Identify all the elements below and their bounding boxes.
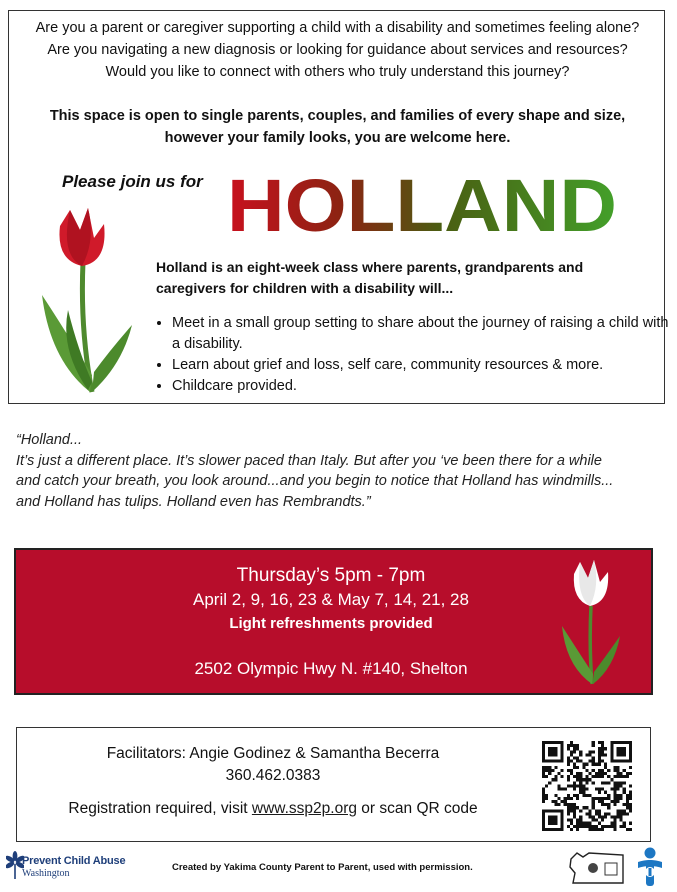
holland-title — [222, 165, 622, 243]
washington-state-logo — [567, 849, 627, 887]
welcome-line: however your family looks, you are welcome here. — [164, 130, 511, 146]
description-line: Holland is an eight-week class where parents, grandparents and — [156, 259, 584, 275]
quote-line: and catch your breath, you look around...and you begin to notice that Holland has windmills... — [16, 473, 614, 489]
join-invitation: Please join us for — [62, 172, 203, 191]
intro-questions — [9, 17, 666, 83]
class-description — [156, 257, 646, 299]
welcome-line: This space is open to single parents, couples, and families of every shape and size, — [49, 108, 626, 124]
quote-line: “Holland... — [16, 432, 83, 448]
event-refreshments: Light refreshments provided — [229, 615, 433, 632]
qr-code[interactable] — [542, 741, 632, 831]
intro-question: Would you like to connect with others who truly understand this journey? — [105, 64, 570, 80]
contact-panel — [16, 727, 651, 842]
registration-prefix: Registration required, visit — [68, 800, 252, 817]
pca-state: Washington — [22, 868, 70, 879]
registration-link[interactable]: www.ssp2p.org — [251, 800, 357, 817]
holland-title-text: HOLLAND — [227, 165, 617, 243]
pca-name: Prevent Child Abuse — [22, 855, 126, 867]
quote-line: and Holland has tulips. Holland even has Rembrandts.” — [16, 493, 371, 510]
event-details — [136, 564, 526, 681]
parent-to-parent-logo — [632, 846, 668, 888]
event-details-panel — [14, 548, 653, 695]
description-line: caregivers for children with a disability will... — [156, 280, 454, 296]
intro-question: Are you a parent or caregiver supporting a child with a disability and sometimes feeling alone? — [35, 20, 640, 36]
quote-line: It’s just a different place. It’s slower paced than Italy. But after you ‘ve been there for a while — [16, 452, 602, 469]
tulip-red-icon — [30, 200, 140, 395]
registration-info — [17, 798, 529, 820]
intro-question: Are you navigating a new diagnosis or looking for guidance about services and resources? — [47, 42, 628, 58]
event-dates: April 2, 9, 16, 23 & May 7, 14, 21, 28 — [193, 590, 469, 609]
benefits-list — [150, 313, 677, 397]
event-address: 2502 Olympic Hwy N. #140, Shelton — [194, 659, 468, 678]
credit-line: Created by Yakima County Parent to Parent, used with permission. — [172, 862, 473, 873]
list-item: • Learn about grief and loss, self care, community resources & more. — [172, 355, 677, 376]
tulip-white-icon — [556, 556, 626, 688]
list-item: • Meet in a small group setting to share about the journey of raising a child with a disability. — [172, 313, 677, 355]
holland-quote — [16, 430, 666, 512]
registration-suffix: or scan QR code — [357, 800, 478, 817]
list-item: • Childcare provided. — [172, 376, 677, 397]
facilitators: Facilitators: Angie Godinez & Samantha Becerra — [106, 745, 440, 762]
phone-number: 360.462.0383 — [225, 767, 321, 784]
welcome-statement — [9, 105, 666, 149]
event-day-time: Thursday’s 5pm - 7pm — [236, 565, 426, 586]
